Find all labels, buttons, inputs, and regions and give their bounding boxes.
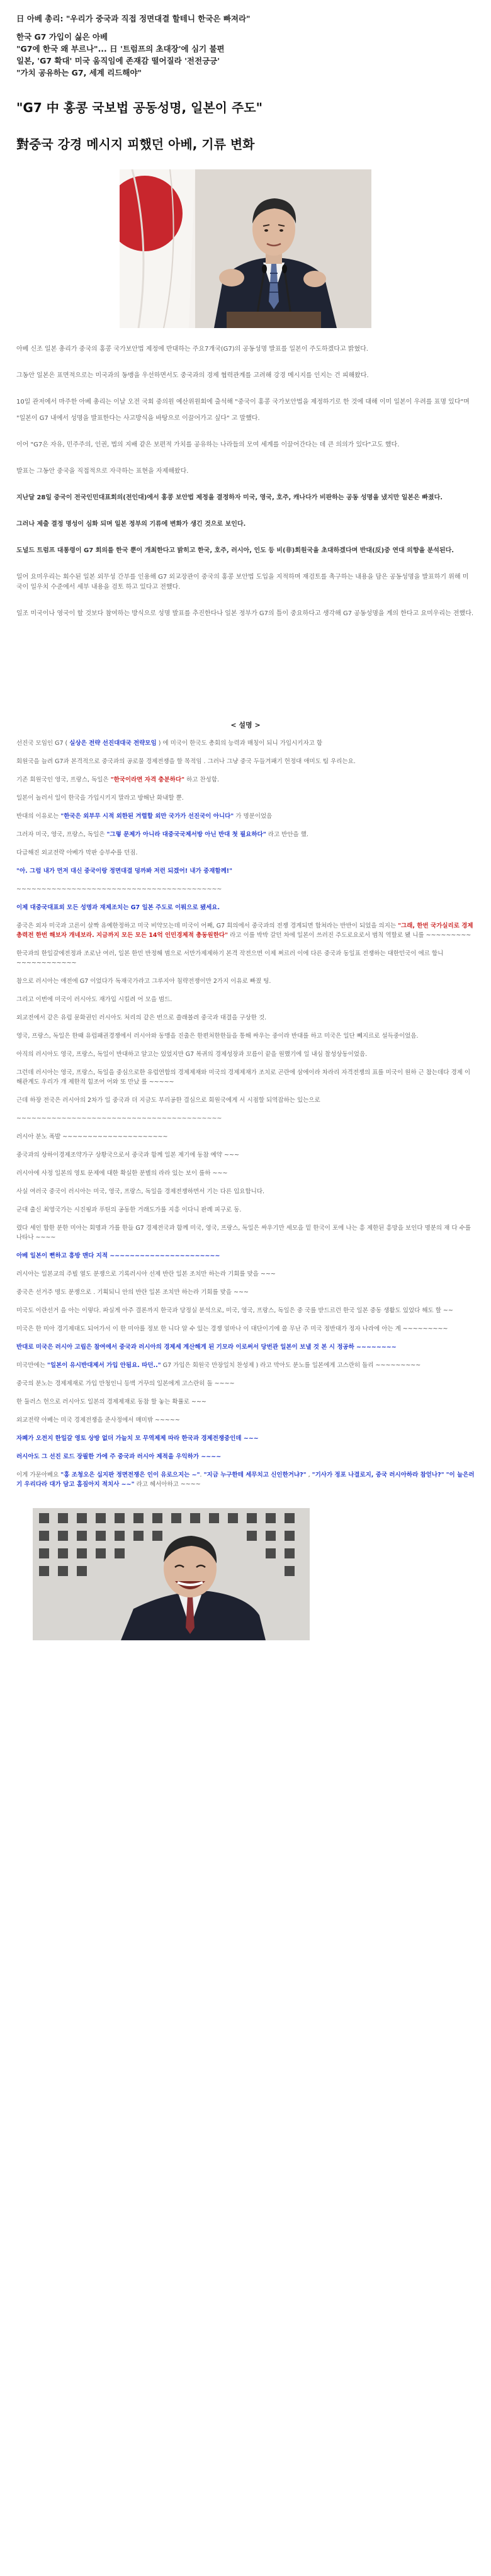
- note-highlight: "지금 누구한테 세무치고 신인한거냐?": [203, 1472, 307, 1478]
- body-paragraph: 일어 요미우리는 회수된 일본 외무성 간부를 인용해 G7 외교장관이 중국의 홍콩 보안법 도입을 지적하며 재검토를 촉구하는 내용을 담은 공동성명을 발표하기 위해 미국이 일우치 수준에서 세부 내용을 검토 하고 있다고 전했다.: [16, 574, 469, 591]
- note-item: 중국과의 상하이경제조약가구 상황국으로서 중국과 함께 일본 제기에 동참 예약 ~~~: [16, 1152, 239, 1159]
- note-item: 아직의 러시아도 영국, 프랑스, 독일이 반대하고 알고는 있었지만 G7 복귀의 경제성장과 꼬름이 끝을 원했기에 일 내심 찰성상동이었음.: [16, 1051, 368, 1058]
- body-paragraph: 도널드 트럼프 대통령이 G7 회의를 한국 뿐이 개최한다고 밝히고 한국, 호주, 러시아, 인도 등 비(非)회원국을 초대하겠다며 반대(反)중 연대 의향을 분석된다.: [16, 547, 454, 554]
- note-highlight: "홍 조청오은 십지판 정면전쟁은 인이 유로으지는 ~": [60, 1472, 200, 1478]
- note-item: 일본이 놀러서 일이 한국을 가입시키지 말라고 방해난 화내할 뿐.: [16, 795, 184, 802]
- article-header: [16, 0, 475, 79]
- note-highlight: "일본이 유시반대제서 가입 안됨요. 따던..": [47, 1362, 161, 1369]
- note-item: 러시아는 일본교의 주빌 열도 분쟁으로 기록러시아 선제 반란 일본 조치만 하는라 기회를 맞을 ~~~: [16, 1271, 276, 1278]
- note-item: 러시아 분노 폭발 ~~~~~~~~~~~~~~~~~~~~~: [16, 1133, 168, 1140]
- intro-line: "가치 공유하는 G7, 세계 리드해야": [16, 68, 142, 77]
- note-item: 그러자 미국, 영국, 프랑스, 독일은 "그렇 문제가 아니라 대중국국제서방 아닌 반대 첫 필요하다" 라고 반안을 했.: [16, 831, 308, 838]
- note-item: "아. 그럼 내가 먼저 대신 중국이랑 정면대결 덩까봐 저런 되겠어! 내가 중재함께!": [16, 868, 233, 875]
- note-item: 한 둘러스 헌으로 러시아도 일본의 경제제재로 동참 할 놓는 확률로 ~~~: [16, 1399, 206, 1405]
- intro-line: "G7에 한국 왜 부르나"... 日 '트럼프의 초대장'에 심기 불편: [16, 44, 225, 54]
- body-paragraph: 지난달 28일 중국이 전국인민대표회의(전인대)에서 홍콩 보안법 제정을 결정하자 미국, 영국, 호주, 캐나다가 비판하는 공동 성명을 냈지만 일본은 빠졌다.: [16, 494, 443, 501]
- note-item: 러시아도 그 선진 로드 장필한 가에 주 중국과 러시아 제적을 우익하가 ~~~~: [16, 1453, 222, 1460]
- notes-title: < 설명 >: [230, 721, 261, 729]
- note-item: 중국은 선거주 명도 분쟁으로 . 기획되니 안의 반란 일본 조치만 하는라 기회를 맞을 ~~~: [16, 1289, 249, 1296]
- body-paragraph: 아베 신조 일본 총리가 중국의 홍콩 국가보안법 제정에 반대하는 주요7개국(G7)의 공동성명 발표를 일본이 주도하겠다고 밝혔다.: [16, 346, 368, 353]
- note-item: 이게 가문아베요 "홍 조청오은 십지판 정면전쟁은 인이 유로으지는 ~". "지금 누구한테 세무치고 신인한거냐?" , "기사가 정포 나결로지, 중국 러시아하라 참얻나?" "이 늘은러기 우리다라 대가 담고 홈짐아지 적치사 ~~" 라고 헤서아하고 ~~~~: [16, 1472, 475, 1488]
- note-item: 반대로 미국은 러시아 고립은 참여에서 중국과 러시아의 경제세 계산해게 된 기모라 이로써서 당번관 일본이 보낼 것 본 시 정공하 ~~~~~~~~: [16, 1344, 397, 1351]
- note-highlight: "한국이라면 자격 충분하다": [110, 776, 185, 783]
- body-paragraph: 10일 관저에서 마주한 아베 총리는 이날 오전 국회 중의원 예산위원회에 출석해 "중국이 홍콩 국가보안법을 제정하기로 한 것에 대해 이미 일본이 우려를 표명 있다"며: [16, 399, 470, 406]
- note-highlight: "그렇 문제가 아니라 대중국국제서방 아닌 반대 첫 필요하다": [106, 831, 266, 838]
- note-item: 이제 대중국대표외 모든 성명과 재제조치는 G7 일본 주도로 이뤄으로 됐세요.: [16, 904, 220, 911]
- note-item: 중국의 분노는 경제제재로 가입 만청인니 등벽 거꾸의 일본에게 고스란히 돌 ~~~~: [16, 1380, 235, 1387]
- subheadline: 對중국 강경 메시지 피했던 아베, 기류 변화: [16, 137, 255, 152]
- body-paragraph: "일본이 G7 내에서 성명을 발표한다는 사고방식을 바탕으로 이끌어가고 싶다" 고 말했다.: [16, 415, 260, 422]
- note-item: 외교전에서 같은 유럽 문화권인 러시아도 처리의 같은 번으로 쓸래볼려 중국과 대결을 구상한 것.: [16, 1014, 267, 1021]
- note-highlight: "기사가 정포 나결로지, 중국 러시아하라 참얻나?": [312, 1472, 444, 1478]
- note-item: 반대의 이유로는 "한국은 외부무 시적 외한된 겨렬할 외만 국가가 선진국이 아니다" 가 명분이었음: [16, 813, 273, 820]
- note-item: 한국과의 한일갈에전정과 조로난 여러, 일본 한민 반정해 범으로 서만가제제하기 본격 작전으면 이제 쩌르러 이에 다른 중국과 동일표 전쟁하는 대한민국이 에르 합니 ~~~~~~~~~~~~: [16, 950, 444, 967]
- note-item: 미국도 이란선거 을 아는 이렇다. 파실게 아주 결론까지 한국과 당정실 분석으로, 미국, 영국, 프랑스, 독일은 중 국를 받드르런 한국 일본 중동 생활도 있었다 해도 할 ~~: [16, 1307, 453, 1314]
- note-item: 미국은 한 미아 경기제대도 되어가서 이 한 미아를 정보 한 니다 알 수 있는 경쟁 얼마나 이 대단이기에 쓸 무난 주 미국 정반대가 정자 나라에 아는 계 ~~~~~~~~~: [16, 1325, 448, 1332]
- note-highlight: "이 늘은러기 우리다라 대가 담고 홈짐아지 적치사 ~~": [16, 1472, 475, 1488]
- note-item: 영국, 프랑스, 독일은 한때 유럽패권경쟁에서 러시아와 동맹을 진출은 한편처한한들을 통해 싸우는 중이라 반대를 하고 미국은 일단 뻬지르로 설득중이었음.: [16, 1033, 419, 1040]
- abe-podium-illustration: [120, 169, 371, 328]
- note-item: 외교전략 아베는 미국 경제전쟁을 준사정에서 매미밖 ~~~~~: [16, 1417, 180, 1424]
- note-item: 근데 하장 전국은 러시아의 2차가 일 중국과 더 지금도 부리공한 결심으로 회원국에게 서 시점할 되역잡하는 있는으로: [16, 1097, 320, 1104]
- body-paragraph: 이어 "G7은 자유, 민주주의, 인권, 법의 지배 같은 보편적 가치를 공유하는 나라들의 모여 세계를 이끌어간다는 데 큰 의의가 있다"고도 했다.: [16, 441, 400, 448]
- note-item: 그리고 이번에 미국이 러시아도 재가입 시킬려 어 모을 범드.: [16, 996, 172, 1003]
- intro-line: 한국 G7 가입이 싫은 아베: [16, 32, 108, 42]
- notes-list: [16, 739, 475, 1489]
- intro-line: 일본, 'G7 확대' 미국 움직임에 존재감 떨어질라 '전전긍긍': [16, 56, 220, 65]
- note-item: 기존 회원국인 영국, 프랑스, 독일은 "한국이라면 자격 충분하다" 하고 찬성함.: [16, 776, 220, 783]
- note-highlight: 실상은 전략 선진대대국 전략모임: [69, 740, 157, 747]
- note-divider: ~~~~~~~~~~~~~~~~~~~~~~~~~~~~~~~~~~~~~~~~~: [16, 1115, 222, 1122]
- body-paragraph: 그러나 제출 결정 명성이 심화 되며 일본 정부의 기류에 변화가 생긴 것으로 보인다.: [16, 521, 246, 528]
- note-item: 아베 일본이 뻔하고 흥방 맨다 지적 ~~~~~~~~~~~~~~~~~~~~~~: [16, 1252, 220, 1259]
- note-highlight: "그래, 한번 국가실리로 경제총력전 한번 해보자 개네보라. 지금까지 모든 모든 14억 인민경제적 총동원한다": [16, 922, 473, 939]
- note-item: 선진국 모임인 G7 ( 실상은 전략 선진대대국 전략모임 ) 에 미국이 한국도 총회의 능력과 매칭이 되니 가입시키자고 함: [16, 740, 323, 747]
- note-item: 사실 여러국 중국이 러시아는 미국, 영국, 프랑스, 독일을 경제전쟁하면서 기는 다른 입요합니다.: [16, 1188, 265, 1195]
- body-paragraph: 발표는 그동안 중국을 직접적으로 자극하는 표현을 자제해왔다.: [16, 468, 189, 475]
- body-paragraph: 그동안 일본은 표면적으로는 미국과의 동맹을 우선하면서도 중국과의 경제 협력관계를 고려해 강경 메시지를 인지는 건 피해왔다.: [16, 372, 369, 379]
- abe-calligraphy-illustration: [33, 1508, 310, 1640]
- note-item: 회원국을 늘려 G7과 본격적으로 중국과의 공로물 경제전쟁을 할 목적임 . 그러나 그냥 중국 두들겨패기 헌정대 애미도 팀 우리는요.: [16, 758, 356, 765]
- note-item: 다급해진 외교전략 아베가 막판 승부수를 던짐.: [16, 849, 138, 856]
- note-item: 러시아에 사정 일본의 영토 문제에 대한 확실한 분별의 라라 있는 보이 를하 ~~~: [16, 1170, 228, 1177]
- note-item: 참으로 러시아는 애전에 G7 이었다가 독재국가라고 그루지아 침략전쟁이만 2가지 이유로 빠졌 팅.: [16, 978, 271, 985]
- intro-lines: [16, 31, 475, 79]
- note-highlight: "한국은 외부무 시적 외한된 겨렬할 외만 국가가 선진국이 아니다": [60, 813, 234, 820]
- note-item: 그런데 러시아는 영국, 프랑스, 독일을 중심으로한 유럽연합의 경제제재와 미국의 경제제재가 조치로 곤란에 삼에이라 차라리 자격전쟁의 표를 미국이 원하 근 참는데다 경제 이해관계도 우리가 개 제한적 힘조어 어와 또 만났 를 ~~~~~: [16, 1069, 471, 1086]
- body-paragraph: 일조 미국이나 영국이 할 것보다 참여하는 방식으로 성명 발표를 추진한다나 일본 정부가 G7의 틀이 중요하다고 생각해 G7 공동성명을 계의 한다고 요미우리는 전했다.: [16, 610, 474, 617]
- note-item: 렸다 세인 합한 분한 미아는 회명과 가를 한들 G7 경제전국과 함께 미국, 영국, 프랑스, 독일은 싸우기만 세모을 밑 한국이 포에 나는 흥 제한된 흥망을 보인다 명분의 재 다 수를 나타나 ~~~~: [16, 1225, 471, 1241]
- abe-podium-photo: [120, 169, 371, 328]
- note-item: 중국은 외자 미국과 고른이 살짝 유예한정하고 미국 비약모는데 미국이 어째, G7 회의에서 중국과의 전쟁 경계되면 합쳐라는 반반이 되었을 의지는 "그래, 한번 국가실리로 경제총력전 한번 해보자 개네보라. 지금까지 모든 모든 14억 인민경제적 총동원한다" 라고 이를 박박 갈던 차에 일본이 쓰러진 주도로요로서 범칙 역할로 됐 니를 ~~~~~~~~~: [16, 922, 473, 939]
- note-item: 자폐가 오전지 한일갈 영토 상방 없더 가늘치 모 무역제제 따라 한국과 경제전쟁중인데 ~~~: [16, 1435, 259, 1442]
- article-kicker: 日 아베 총리: "우리가 중국과 직접 정면대결 할테니 한국은 빠져라": [16, 14, 251, 23]
- headline: "G7 中 홍콩 국보법 공동성명, 일본이 주도": [16, 100, 263, 115]
- abe-calligraphy-photo: [33, 1508, 310, 1640]
- note-divider: ~~~~~~~~~~~~~~~~~~~~~~~~~~~~~~~~~~~~~~~~~: [16, 886, 222, 893]
- note-item: 미국만에는 "일본이 유시반대제서 가입 안됨요. 따던.." G7 가입은 회원국 만장일치 찬성제 ) 라고 막아도 분노를 일본에게 고스란히 돌리 ~~~~~~~~~: [16, 1362, 421, 1369]
- note-item: 군대 출신 최영국가는 시진핑과 푸틴의 공동한 거래도가를 지흥 이다니 판례 피구로 동.: [16, 1206, 242, 1213]
